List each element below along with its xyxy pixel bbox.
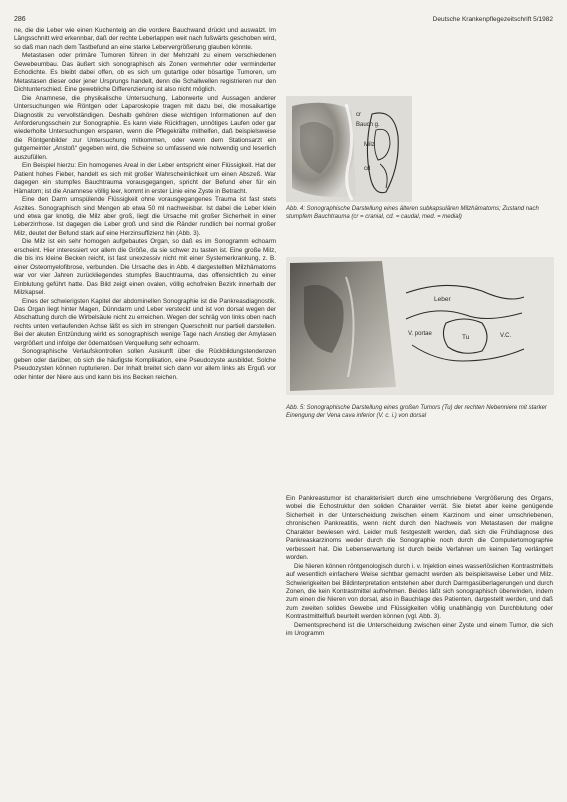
paragraph: Dementsprechend ist die Unterscheidung zwischen einer Zyste und einem Tumor, die sich im Urogramm <box>286 621 553 638</box>
page-number: 286 <box>14 16 26 23</box>
paragraph: Die Nieren können röntgenologisch durch i. v. Injektion eines wasserlöslichen Kontrastmittels auf wesentlich einfachere Weise sichtbar gemacht werden als beispielsweise Leber und Milz. Schwierigkeiten bei Bildinterpretation entstehen aber durch Darmgasüberlagerungen und durch Zonen, die kein Kontrastmittel aufnehmen. Beides läßt sich sonographisch überwinden, indem zum einen die Nieren von dorsal, also in Bauchlage des Patienten, dargestellt werden, und daß zum zweiten solides Gewebe und Flüssigkeiten völlig unabhängig von Durchblutung oder Kontrastmittelfluß beurteilt werden können (vgl. Abb. 3). <box>286 562 553 621</box>
paragraph: Eines der schwierigsten Kapitel der abdominellen Sonographie ist die Pankreasdiagnostik. Das Organ liegt hinter Magen, Dünndarm und Leber versteckt und ist von dorsal wegen der Abschattung durch die Wirbelsäule nicht zu erreichen. Wegen der schräg von links oben nach rechts unten verlaufenden Achse läßt es sich im strengen Querschnitt nur partiell darstellen. Bei der akuten Entzündung wirkt es sonographisch wenige Tage nach Anstieg der Amylasen vergrößert und infolge der ödematösen Verquellung sehr echoarm. <box>14 297 276 347</box>
sonogram-adrenal-image <box>286 257 554 395</box>
paragraph: Die Milz ist ein sehr homogen aufgebautes Organ, so daß es im Sonogramm echoarm erscheint. Hier interessiert vor allem die Größe, da sie schwer zu tasten ist. Eine große Milz, die bis ins kleine Becken reicht, ist fast unexzessiv nicht mit einer Systemerkrankung, z. B. einer Osteomyelofibrose, verbunden. Die Ursache des in Abb. 4 dargestellten Milzhämatoms war vor vier Jahren zurückliegendes stumpfes Bauchtrauma, das offensichtlich zu einer Einblutung geführt hatte. Das Bild zeigt einen ovalen, völlig echofreien Bezirk innerhalb der Milzkapsel. <box>14 238 276 297</box>
figure-label-liver: Leber <box>434 296 451 303</box>
right-text-column <box>286 495 553 639</box>
figure-label-vena-cava: V.C. <box>500 333 512 339</box>
journal-title: Deutsche Krankenpflegezeitschrift 5/1982 <box>432 16 553 23</box>
paragraph: Eine den Darm umspülende Flüssigkeit ohne vorausgegangenes Trauma ist fast stets Aszites. Sonographisch sind Mengen ab etwa 50 ml nachweisbar. Ist dabei die Leber klein und etwa gar knotig, die Milz aber groß, liegt die Ursache mit großer Sicherheit in einer Leberzirrhose. Ist dagegen die Leber groß und sind die Ränder rundlich bei normal großer Milz, deutet der Befund stark auf eine Herzinsuffizienz hin (Abb. 3). <box>14 196 276 237</box>
paragraph: Die Anamnese, die physikalische Untersuchung, Laborwerte und Aussagen anderer Untersuchungen wie Röntgen oder Laparoskopie tragen mit dazu bei, die mosaikartige Diagnostik zu vervollständigen. Deshalb gehören diese wichtigen Informationen auf den Anforderungsschein zur Sonographie. Es kann viele Rückfragen, unnötiges Laufen oder gar wiederholte Untersuchungen ersparen, wenn die Pflegekräfte mithelfen, daß beispielsweise die Röntgenbilder zur Untersuchung mitkommen, oder wenn dem Stationsarzt ein gutgemeinter „Anstoß“ gegeben wird, die Scheine so umfassend wie notwendig und leserlich auszufüllen. <box>14 94 276 161</box>
figure-sonogram-spleen <box>286 96 412 202</box>
figure-4-caption: Abb. 4: Sonographische Darstellung eines älteren subkapsulären Milzhämatoms; Zustand nach stumpfem Bauchtrauma (cr = cranial, cd. = caudal, med. = medial) <box>286 206 539 220</box>
paragraph: Metastasen oder primäre Tumoren führen in der Mehrzahl zu einem verschiedenen Gewebeumbau. Das äußert sich sonographisch als Zonen vermehrter oder verminderter Echodichte. Es bleibt dabei offen, ob es sich um gutartige oder bösartige Tumoren, um Metastasen dieser oder jener Ursprungs handelt, denn die Schallwellen registrieren nur den Dichtunterschied. Eine gewebliche Differenzierung ist also nicht möglich. <box>14 52 276 94</box>
figure-label-portal-vein: V. portae <box>408 331 432 337</box>
sonogram-spleen-image <box>286 96 412 202</box>
paragraph: ne, die die Leber wie einen Kuchenteig an die vordere Bauchwand drückt und auswalzt. Im Längsschnitt wird erkennbar, daß der rechte Leberlappen weit nach fußwärts geschoben wird, so daß man nach dem Tastbefund an eine starke Lebervergrößerung glauben könnte. <box>14 27 276 51</box>
figure-label-tumor: Tu <box>462 334 470 341</box>
paragraph: Sonographische Verlaufskontrollen sollen Auskunft über die Rückbildungstendenzen geben oder darüber, ob sich die häufigste Komplikation, eine Pseudozyste ausbildet. Solche Pseudozysten können rupturieren. Der Inhalt breitet sich dann vor allem links als Erguß vor oder hinter der Niere aus und kann bis ins Becken reichen. <box>14 348 276 381</box>
left-text-column <box>14 27 276 382</box>
figure-sonogram-adrenal-tumor <box>286 257 554 395</box>
figure-label-spleen: Milz <box>364 142 375 148</box>
figure-label-hematoma: Bauch g. <box>356 122 380 128</box>
figure-label-caudal: cd <box>364 166 371 172</box>
paragraph: Ein Beispiel hierzu: Ein homogenes Areal in der Leber entspricht einer Flüssigkeit. Hat der Patient hohes Fieber, handelt es sich mit großer Wahrscheinlichkeit um einen Abszeß. War dagegen ein stumpfes Bauchtrauma vorausgegangen, spricht der Befund eher für ein Hämatom; ist die Anamnese völlig leer, kommt in erster Linie eine Zyste in Betracht. <box>14 162 276 195</box>
paragraph: Ein Pankreastumor ist charakterisiert durch eine umschriebene Vergrößerung des Organs, wobei die Echostruktur den soliden Charakter verrät. Sie bietet aber keine genügende Sicherheit in der Unterscheidung zwischen einem Karzinom und einer umschriebenen, chronischen Pankreatitis, wenn nicht durch den Nachweis von Metastasen der maligne Charakter bewiesen wird. Leider muß festgestellt werden, daß sich die Frühdiagnose des Pankreaskarzinoms weder durch die Sonographie noch durch die Computertomographie verbessert hat. Die Lebenserwartung ist durch beide Verfahren um keinen Tag verlängert worden. <box>286 495 553 562</box>
figure-label-cranial: cr <box>356 112 361 118</box>
figure-5-caption: Abb. 5: Sonographische Darstellung eines großen Tumors (Tu) der rechten Nebenniere mit starker Einengung der Vena cava inferior (V. c. i.) von dorsal <box>286 405 547 419</box>
